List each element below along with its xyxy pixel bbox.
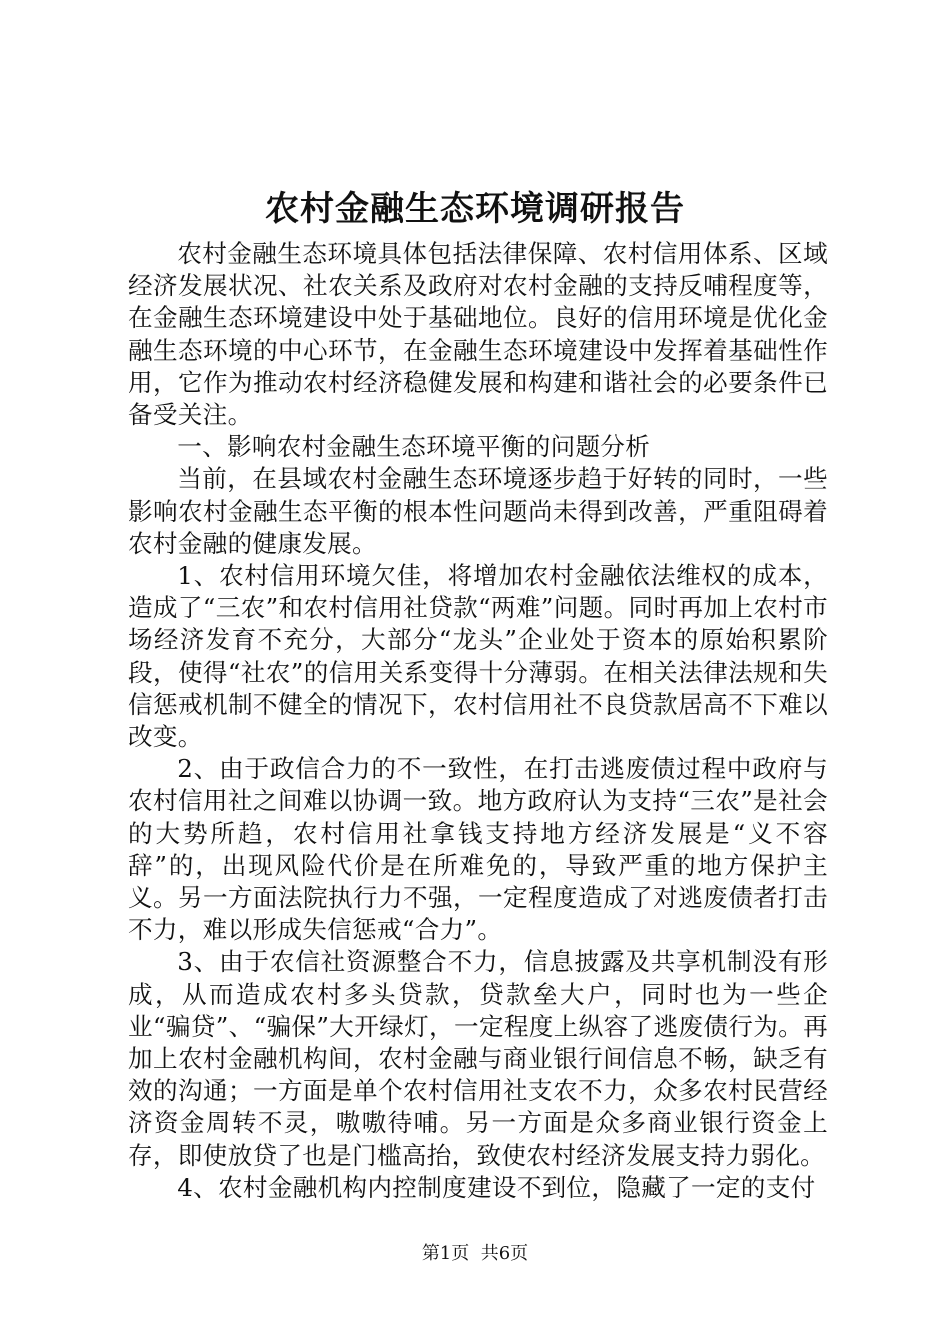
paragraph-point-2: 2、由于政信合力的不一致性，在打击逃废债过程中政府与农村信用社之间难以协调一致。地方政府认为支持“三农”是社会的大势所趋，农村信用社拿钱支持地方经济发展是“义不容辞”的，出现风险代价是在所难免的，导致严重的地方保护主义。另一方面法院执行力不强，一定程度造成了对逃废债者打击不力，难以形成失信惩戒“合力”。 [128, 754, 828, 945]
section-heading-1: 一、影响农村金融生态环境平衡的问题分析 [177, 432, 651, 462]
page-footer [0, 1241, 950, 1267]
paragraph-point-4: 4、农村金融机构内控制度建设不到位，隐藏了一定的支付 [177, 1172, 816, 1202]
page-number: 第1页 [421, 1243, 470, 1264]
footer-spacer [469, 1243, 480, 1264]
paragraph-point-3: 3、由于农信社资源整合不力，信息披露及共享机制没有形成，从而造成农村多头贷款，贷款垒大户，同时也为一些企业“骗贷”、“骗保”大开绿灯，一定程度上纵容了逃废债行为。再加上农村金融机构间，农村金融与商业银行间信息不畅，缺乏有效的沟通；一方面是单个农村信用社支农不力，众多农村民营经济资金周转不灵，嗷嗷待哺。另一方面是众多商业银行资金上存，即使放贷了也是门槛高抬，致使农村经济发展支持力弱化。 [128, 947, 828, 1170]
paragraph-current-situation: 当前，在县域农村金融生态环境逐步趋于好转的同时，一些影响农村金融生态平衡的根本性问题尚未得到改善，严重阻碍着农村金融的健康发展。 [128, 464, 828, 558]
document-body [128, 238, 828, 1204]
document-title: 农村金融生态环境调研报告 [265, 189, 685, 229]
paragraph-intro: 农村金融生态环境具体包括法律保障、农村信用体系、区域经济发展状况、社农关系及政府对农村金融的支持反哺程度等，在金融生态环境建设中处于基础地位。良好的信用环境是优化金融生态环境的中心环节，在金融生态环境建设中发挥着基础性作用，它作为推动农村经济稳健发展和构建和谐社会的必要条件已备受关注。 [128, 239, 828, 430]
total-pages: 共6页 [480, 1243, 529, 1264]
paragraph-point-1: 1、农村信用环境欠佳，将增加农村金融依法维权的成本，造成了“三农”和农村信用社贷款“两难”问题。同时再加上农村市场经济发育不充分，大部分“龙头”企业处于资本的原始积累阶段，使得“社农”的信用关系变得十分薄弱。在相关法律法规和失信惩戒机制不健全的情况下，农村信用社不良贷款居高不下难以改变。 [128, 561, 828, 752]
